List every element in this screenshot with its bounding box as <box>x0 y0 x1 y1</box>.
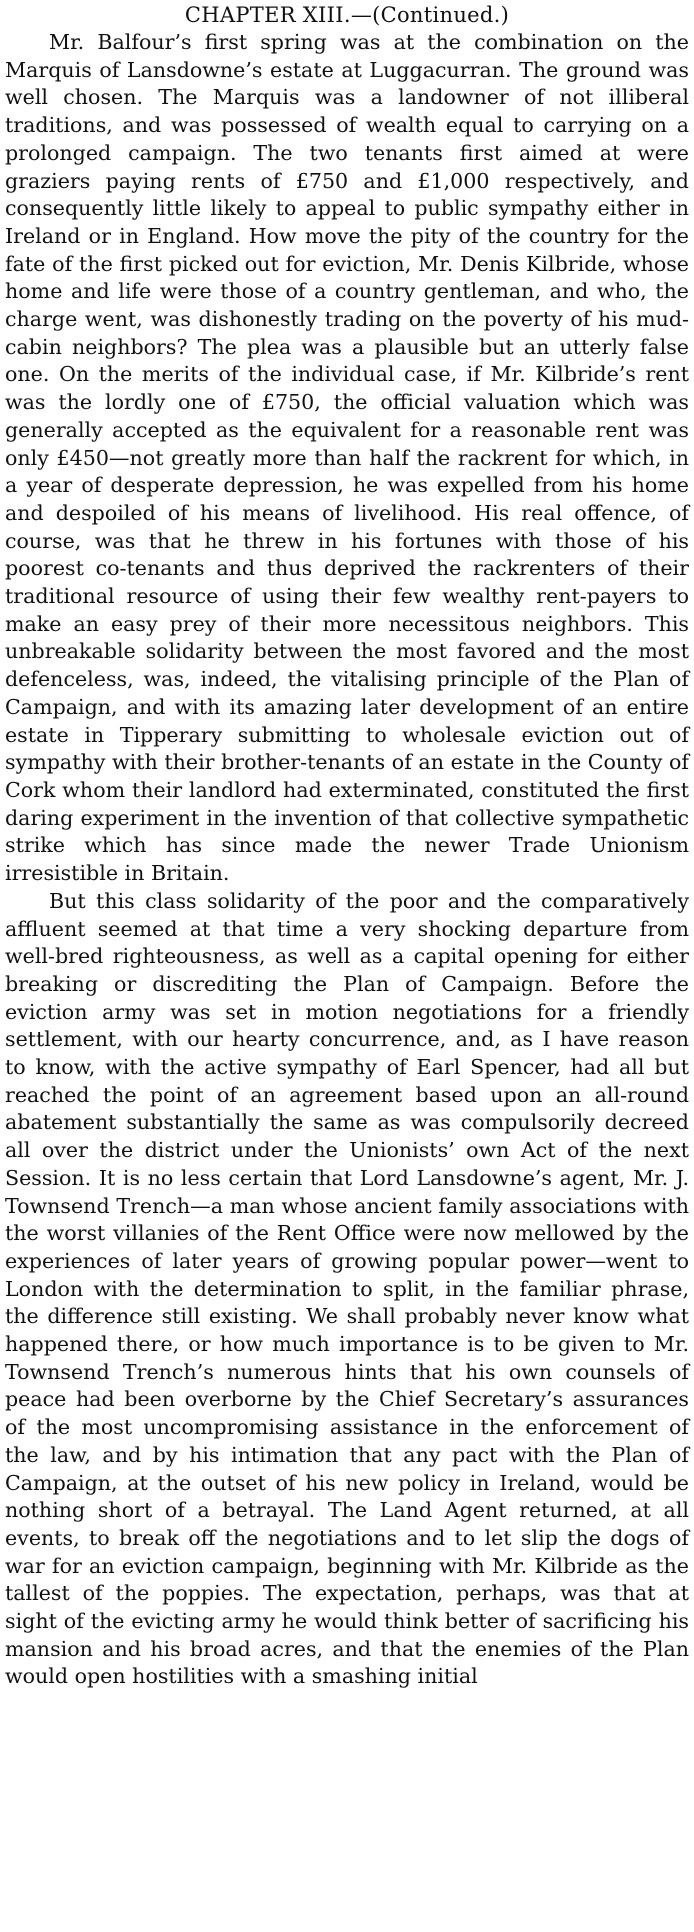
chapter-heading: CHAPTER XIII.—(Continued.) <box>184 3 510 27</box>
paragraph-1: Mr. Balfour’s first spring was at the combination on the Marquis of Lansdowne’s estate at Luggacurran. The ground was well chosen. The Marquis was a landowner of not illiberal traditions, and was possessed of wealth equal to carrying on a prolonged campaign. The two tenants first aimed at were graziers paying rents of £750 and £1,000 respectively, and consequently little likely to appeal to public sympathy either in Ireland or in England. How move the pity of the country for the fate of the first picked out for eviction, Mr. Denis Kilbride, whose home and life were those of a country gentleman, and who, the charge went, was dishonestly trading on the poverty of his mud-cabin neighbors? The plea was a plausible but an utterly false one. On the merits of the individual case, if Mr. Kilbride’s rent was the lordly one of £750, the official valuation which was generally accepted as the equivalent for a reasonable rent was only £450—not greatly more than half the rackrent for which, in a year of desperate depression, he was expelled from his home and despoiled of his means of livelihood. His real offence, of course, was that he threw in his fortunes with those of his poorest co-tenants and thus deprived the rackrenters of their traditional resource of using their few wealthy rent-payers to make an easy prey of their more necessitous neighbors. This unbreakable solidarity between the most favored and the most defenceless, was, indeed, the vitalising principle of the Plan of Campaign, and with its amazing later development of an entire estate in Tipperary submitting to wholesale eviction out of sympathy with their brother-tenants of an estate in the County of Cork whom their landlord had exterminated, constituted the first daring experiment in the invention of that collective sympathetic strike which has since made the newer Trade Unionism irresistible in Britain. <box>5 30 689 886</box>
paragraph-2: But this class solidarity of the poor and the comparatively affluent seemed at that time a very shocking departure from well-bred righteousness, as well as a capital opening for either breaking or discrediting the Plan of Campaign. Before the eviction army was set in motion negotiations for a friendly settlement, with our hearty concurrence, and, as I have reason to know, with the active sympathy of Earl Spencer, had all but reached the point of an agreement based upon an all-round abatement substantially the same as was compulsorily decreed all over the district under the Unionists’ own Act of the next Session. It is no less certain that Lord Lansdowne’s agent, Mr. J. Townsend Trench—a man whose ancient family associations with the worst villanies of the Rent Office were now mellowed by the experiences of later years of growing popular power—went to London with the determination to split, in the familiar phrase, the difference still existing. We shall probably never know what happened there, or how much importance is to be given to Mr. Townsend Trench’s numerous hints that his own counsels of peace had been overborne by the Chief Secretary’s assurances of the most uncompromising assistance in the enforcement of the law, and by his intimation that any pact with the Plan of Campaign, at the outset of his new policy in Ireland, would be nothing short of a betrayal. The Land Agent returned, at all events, to break off the negotiations and to let slip the dogs of war for an eviction campaign, beginning with Mr. Kilbride as the tallest of the poppies. The expectation, perhaps, was that at sight of the evicting army he would think better of sacrificing his mansion and his broad acres, and that the enemies of the Plan would open hostilities with a smashing initial <box>5 888 689 1689</box>
